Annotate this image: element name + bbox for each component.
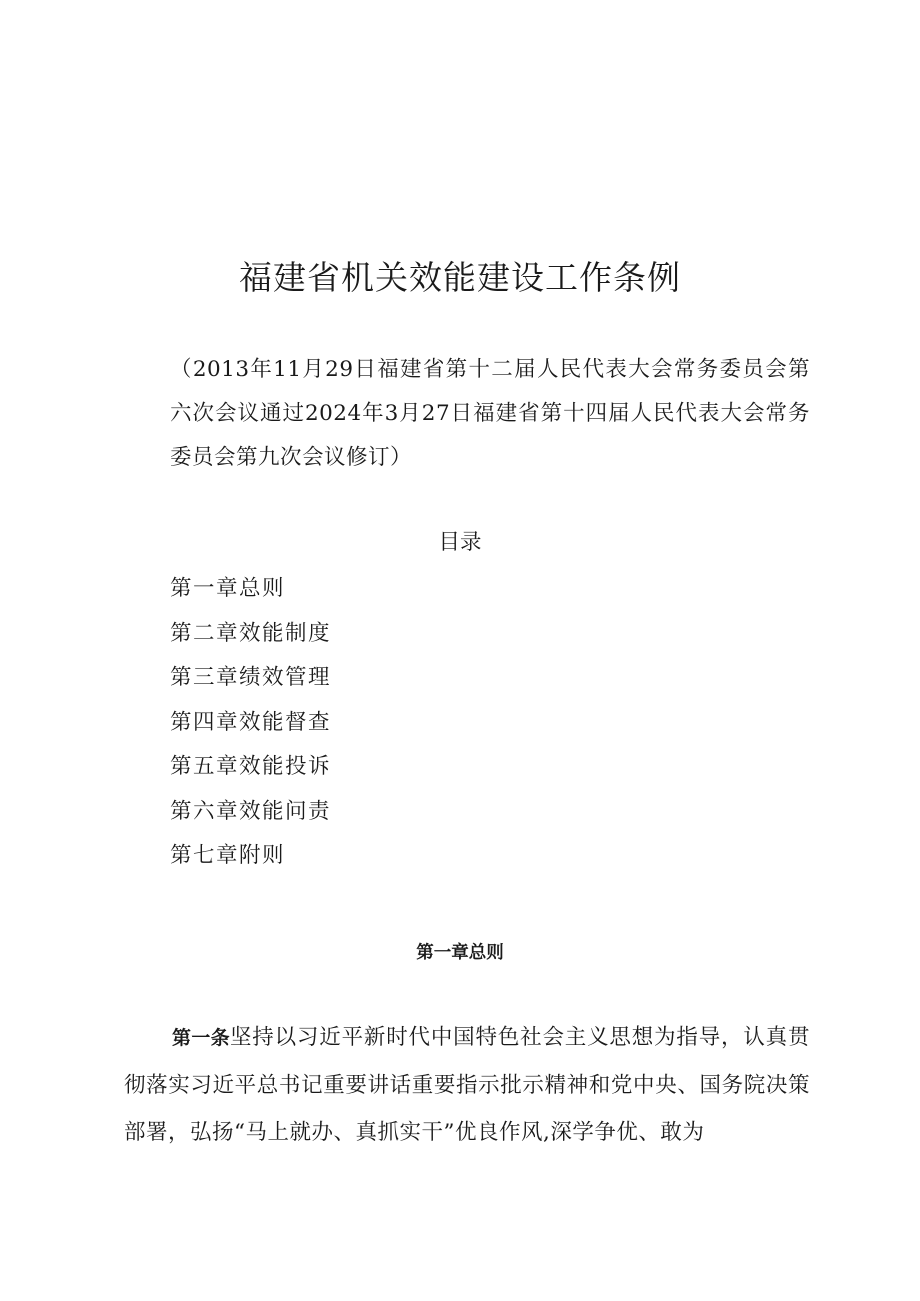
- table-of-contents: [170, 567, 331, 879]
- article-text: 坚持以习近平新时代中国特色社会主义思想为指导，认真贯彻落实习近平总书记重要讲话重要指示批示精神和党中央、国务院决策部署，弘扬“马上就办、真抓实干”优良作风,深学争优、敢为: [124, 1025, 810, 1145]
- toc-item: 第二章效能制度: [170, 620, 332, 646]
- document-preamble: （2013年11月29日福建省第十二届人民代表大会常务委员会第六次会议通过2024年3月27日福建省第十四届人民代表大会常务委员会第九次会议修订）: [170, 357, 810, 470]
- toc-item: 第七章附则: [170, 843, 286, 868]
- toc-item: 第六章效能问责: [170, 798, 332, 824]
- article-1: [124, 1014, 810, 1156]
- toc-item: 第三章绩效管理: [170, 665, 332, 690]
- toc-heading: 目录: [438, 530, 482, 555]
- chapter-heading: 第一章总则: [416, 943, 504, 963]
- toc-item: 第一章总则: [170, 576, 286, 601]
- toc-item: 第五章效能投诉: [170, 754, 332, 779]
- document-title: 福建省机关效能建设工作条例: [239, 258, 681, 297]
- article-label: 第一条: [172, 1027, 230, 1049]
- toc-item: 第四章效能督查: [170, 709, 332, 735]
